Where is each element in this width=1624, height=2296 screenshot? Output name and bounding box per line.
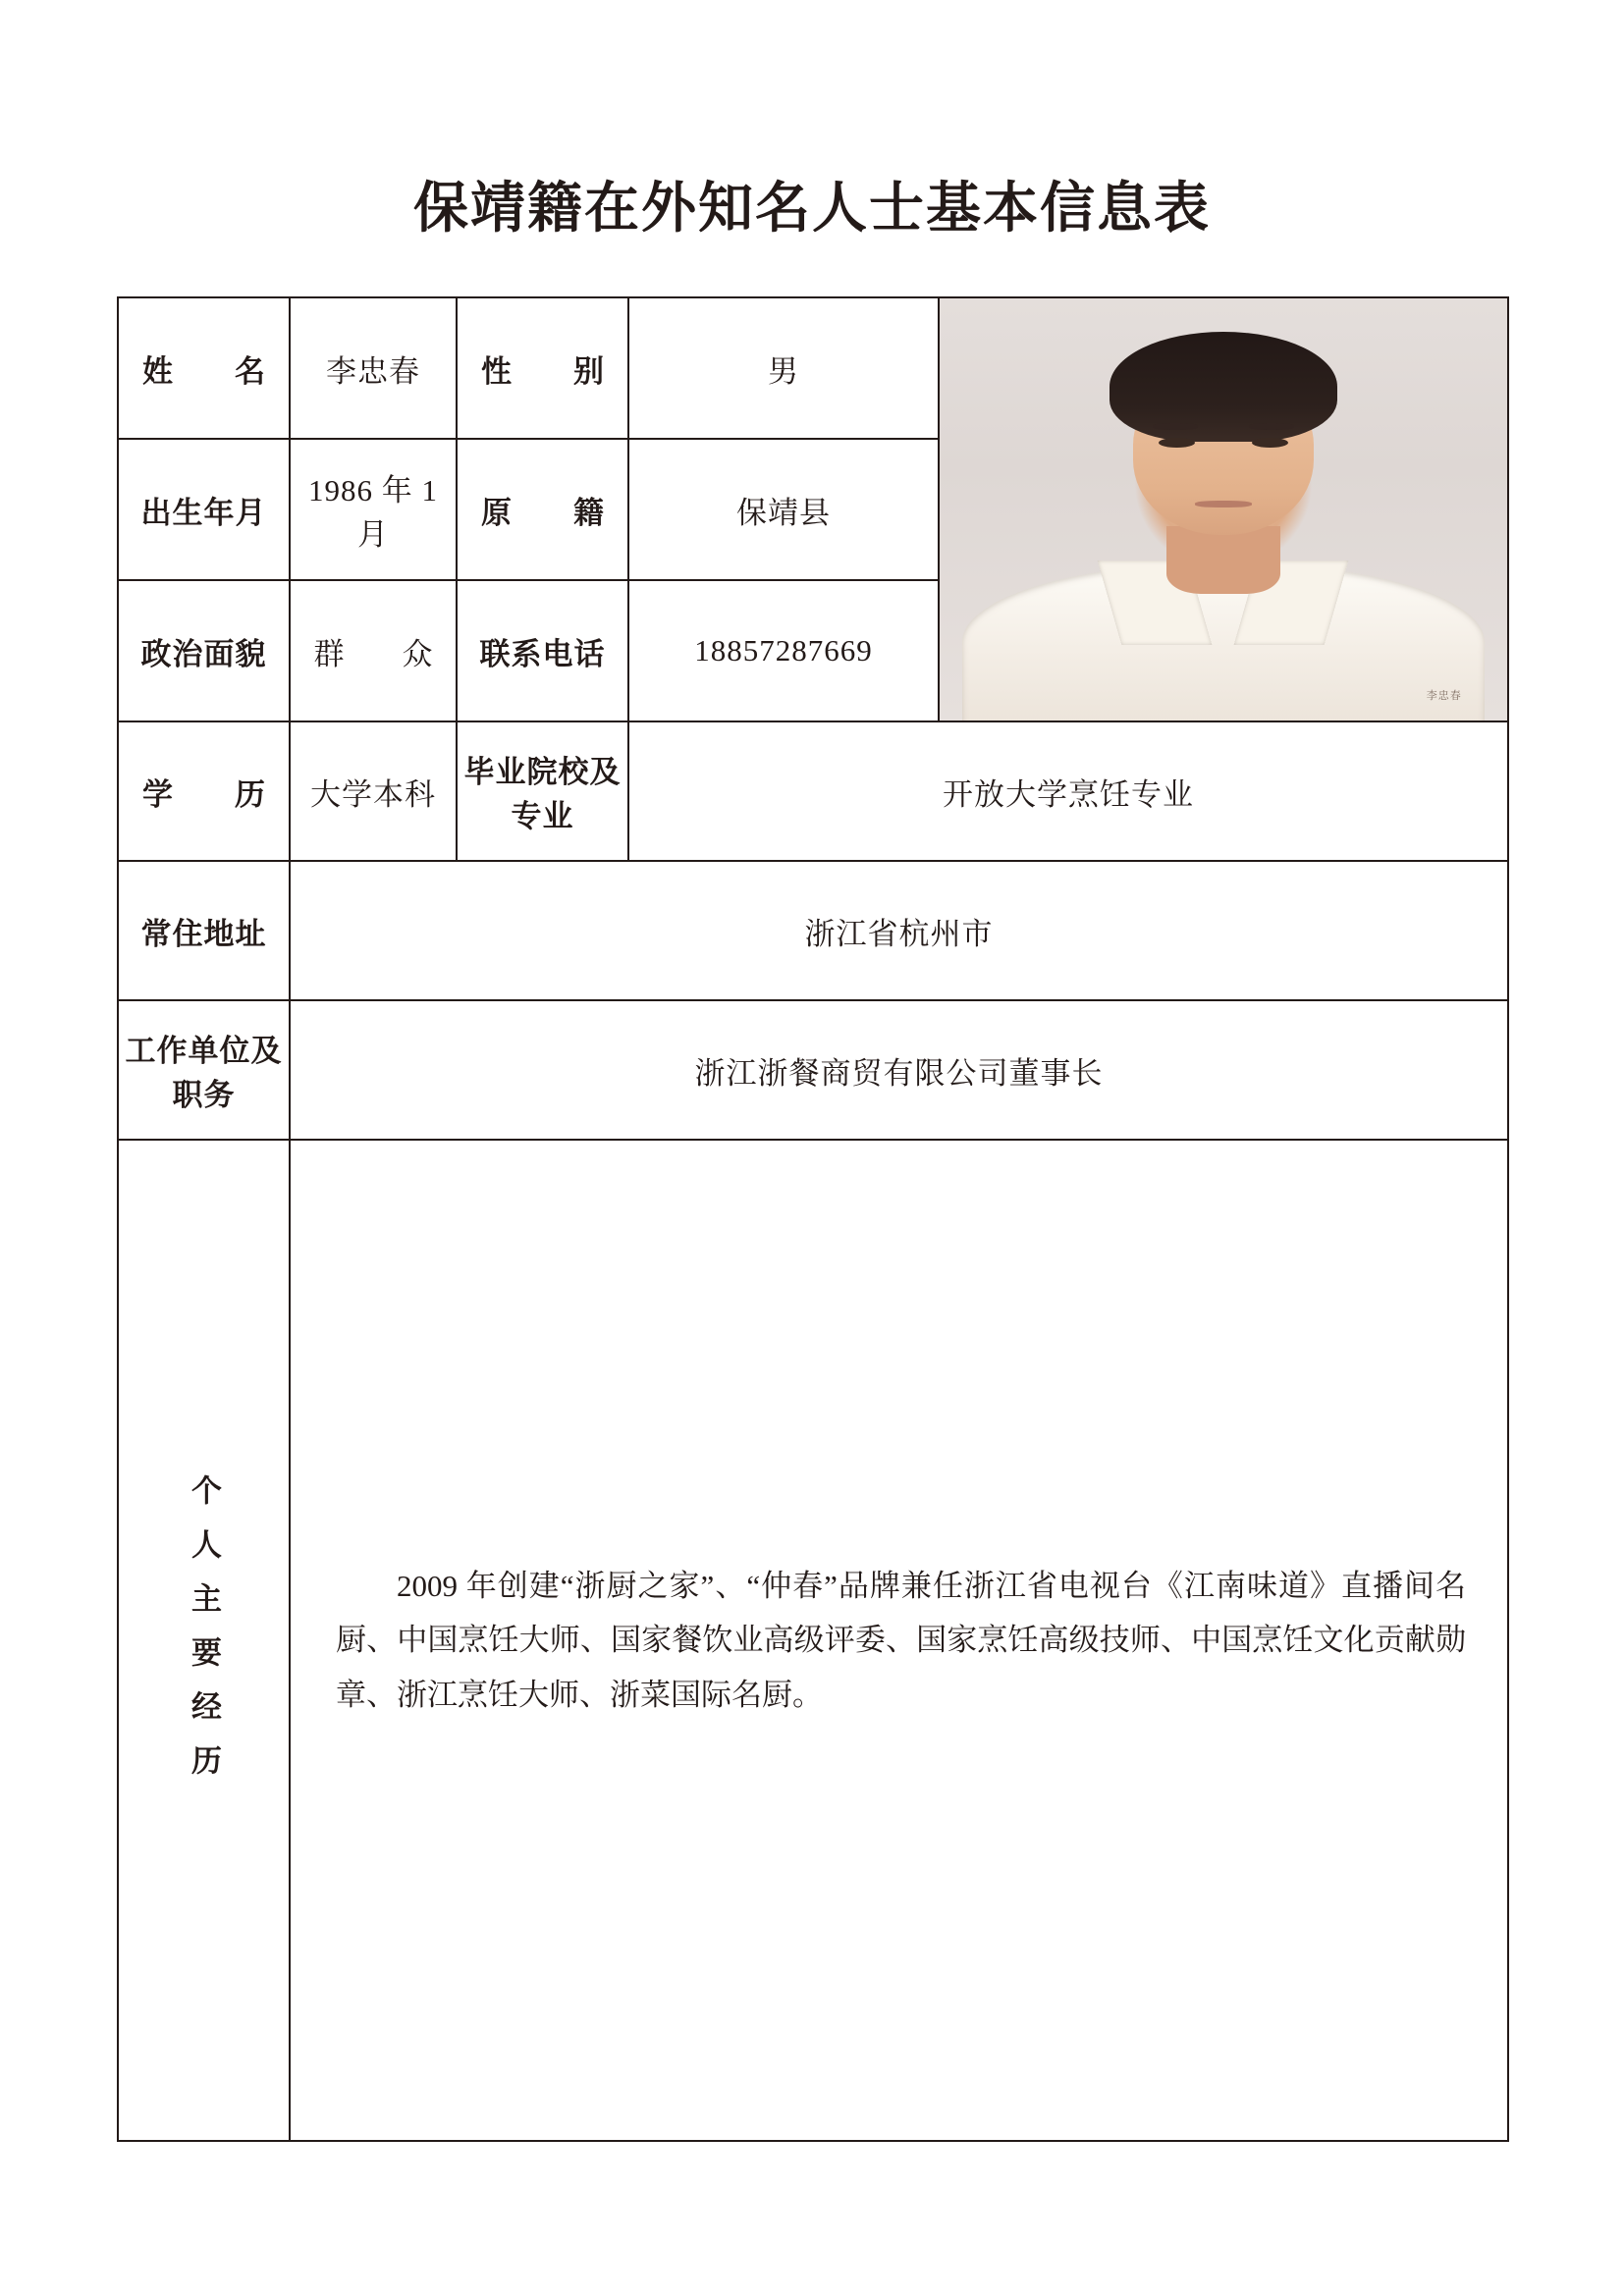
portrait-mouth [1195, 501, 1252, 507]
table-row [118, 721, 1508, 861]
cell-value-education: 大学本科 [290, 721, 457, 861]
biography-wrapper [291, 1141, 1507, 2140]
cell-label-education: 学 历 [118, 721, 290, 861]
cell-value-name: 李忠春 [290, 297, 457, 439]
cell-value-address: 浙江省杭州市 [290, 861, 1508, 1000]
biography-text: 2009 年创建“浙厨之家”、“仲春”品牌兼任浙江省电视台《江南味道》直播间名厨、中国烹饪大师、国家餐饮业高级评委、国家烹饪高级技师、中国烹饪文化贡献勋章、浙江烹饪大师、浙菜国际名厨。 [336, 1569, 1466, 1712]
cell-label-school-major: 毕业院校及专业 [457, 721, 628, 861]
cell-value-birthdate: 1986 年 1 月 [290, 439, 457, 580]
table-row [118, 861, 1508, 1000]
cell-value-gender: 男 [628, 297, 939, 439]
cell-label-birthdate: 出生年月 [118, 439, 290, 580]
cell-label-gender: 性 别 [457, 297, 628, 439]
cell-value-phone: 18857287669 [628, 580, 939, 721]
portrait-hair [1110, 332, 1336, 442]
cell-value-origin: 保靖县 [628, 439, 939, 580]
cell-value-employer-position: 浙江浙餐商贸有限公司董事长 [290, 1000, 1508, 1140]
cell-label-address: 常住地址 [118, 861, 290, 1000]
cell-value-political-status: 群 众 [290, 580, 457, 721]
cell-label-employer-position: 工作单位及职务 [118, 1000, 290, 1140]
table-row [118, 1000, 1508, 1140]
table-row [118, 1140, 1508, 2141]
portrait-eyebrow-left [1153, 423, 1198, 430]
cell-label-political-status: 政治面貌 [118, 580, 290, 721]
portrait-neck [1166, 526, 1280, 594]
portrait-eyebrow-right [1249, 423, 1294, 430]
biography-vertical-label: 个人主要经历 [187, 1474, 221, 1798]
page-title: 保靖籍在外知名人士基本信息表 [413, 179, 1211, 240]
cell-value-biography [290, 1140, 1508, 2141]
portrait-image [940, 298, 1507, 721]
cell-label-phone: 联系电话 [457, 580, 628, 721]
personal-info-table [117, 296, 1509, 2142]
photo-cell [939, 297, 1508, 721]
cell-label-name: 姓 名 [118, 297, 290, 439]
table-row [118, 297, 1508, 439]
portrait-signature: 李忠春 [1426, 690, 1462, 703]
cell-value-school-major: 开放大学烹饪专业 [628, 721, 1508, 861]
portrait-photo [940, 298, 1507, 721]
cell-label-origin: 原 籍 [457, 439, 628, 580]
cell-label-biography [118, 1140, 290, 2141]
